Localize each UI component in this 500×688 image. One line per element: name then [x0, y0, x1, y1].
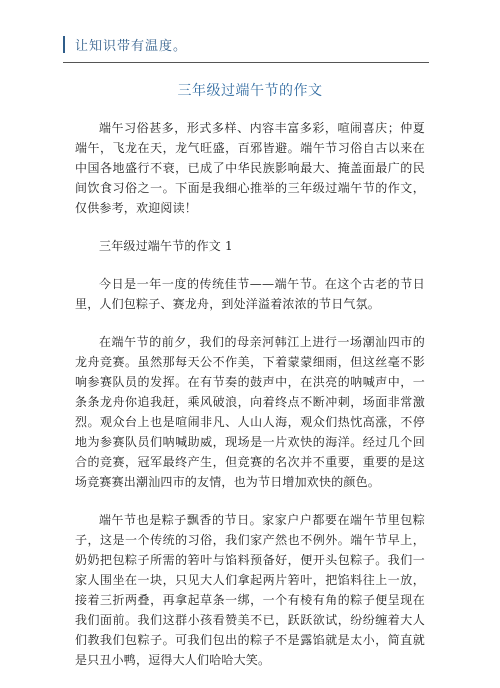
header-accent-bar: [63, 36, 65, 53]
header-divider: [63, 62, 429, 63]
site-slogan: 让知识带有温度。: [75, 38, 188, 54]
essay-subheading: 三年级过端午节的作文 1: [99, 239, 233, 253]
document-body: [75, 118, 425, 688]
intro-paragraph: 端午习俗甚多，形式多样、内容丰富多彩，喧闹喜庆；仲夏端午，飞龙在天，龙气旺盛，百邪皆避。端午节习俗自古以来在中国各地盛行不衰，已成了中华民族影响最大、掩盖面最广的民间饮食习俗之一。下面是我细心推举的三年级过端午节的作文，仅供参考，欢迎阅读！: [75, 121, 425, 215]
site-header: [63, 34, 187, 54]
body-paragraph: 端午节也是粽子飘香的节日。家家户户都要在端午节里包粽子，这是一个传统的习俗，我们家产然也不例外。端午节早上，奶奶把包粽子所需的箬叶与馅料预备好，便开头包粽子。我们一家人围坐在一块，只见大人们拿起两片箬叶，把馅料往上一放，接着三折两叠，再拿起草条一绑，一个有棱有角的粽子便呈现在我们面前。我们这群小孩看赞美不已，跃跃欲试，纷纷缠着大人们教我们包粽子。可我们包出的粽子不是露馅就是太小，简直就是只丑小鸭，逗得大人们哈哈大笑。: [75, 513, 425, 667]
body-paragraph: 今日是一年一度的传统佳节——端午节。在这个古老的节日里，人们包粽子、赛龙舟，到处洋溢着浓浓的节日气氛。: [75, 277, 425, 311]
document-title: 三年级过端午节的作文: [177, 83, 323, 99]
body-paragraph: 在端午节的前夕，我们的母亲河韩江上进行一场潮汕四市的龙舟竞赛。虽然那每天公不作美，下着蒙蒙细雨，但这丝毫不影响参赛队员的发挥。在有节奏的鼓声中，在洪亮的呐喊声中，一条条龙舟你追我赶，乘风破浪，向着终点不断冲刺，场面非常激烈。观众台上也是喧闹非凡、人山人海，观众们热忱高涨，不停地为参赛队员们呐喊助威，现场是一片欢快的海洋。经过几个回合的竞赛，冠军最终产生，但竞赛的名次并不重要，重要的是这场竞赛赛出潮汕四市的友情，也为节日增加欢快的颜色。: [75, 335, 425, 489]
